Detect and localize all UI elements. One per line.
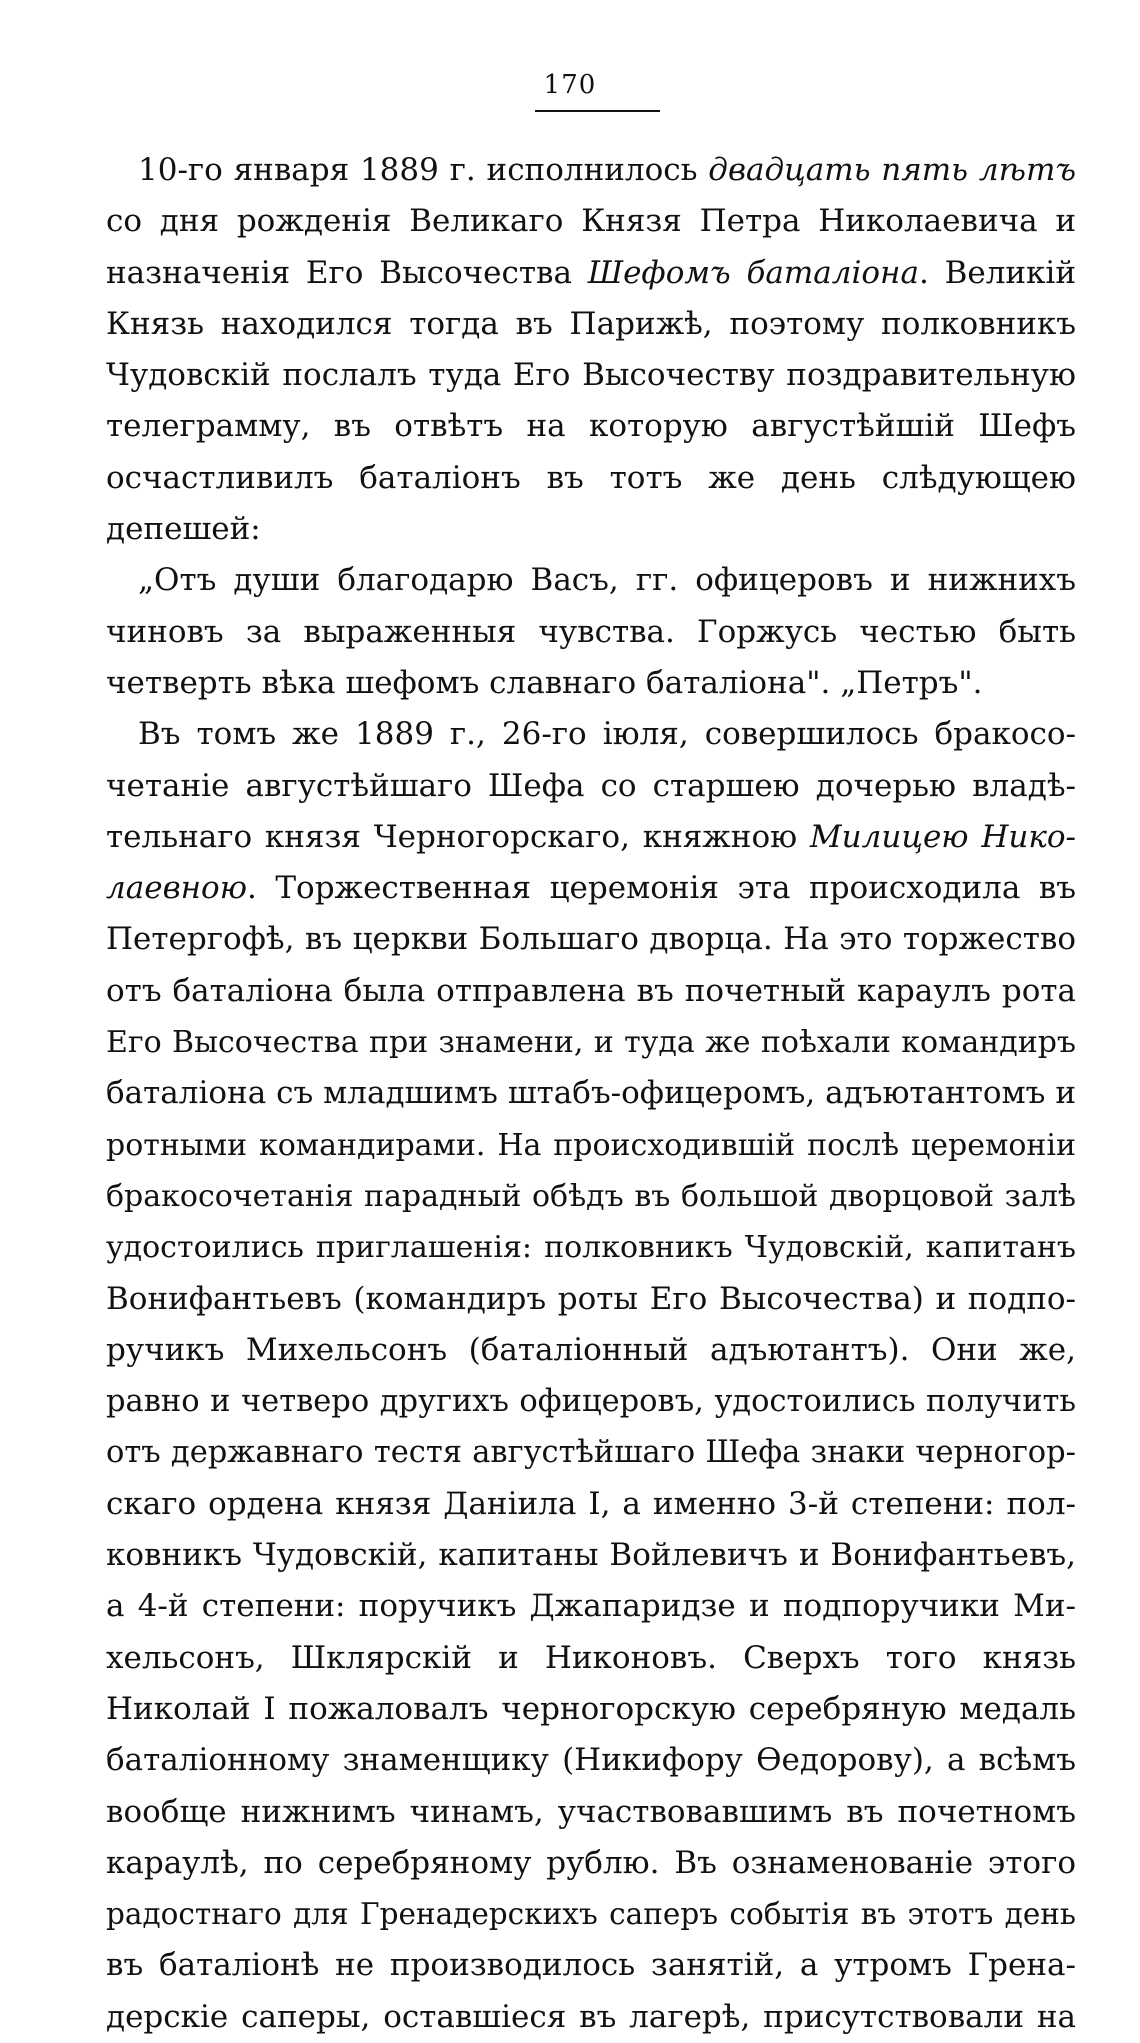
text-segment: ротными командирами. На происходившій послѣ церемоніи (106, 1127, 1076, 1163)
text-line (106, 1171, 1076, 1222)
text-line (106, 761, 1076, 812)
text-line (106, 1992, 1076, 2043)
text-segment: ковникъ Чудовскій, капитаны Войлевичъ и Вонифантьевъ, (106, 1537, 1076, 1574)
text-segment: чиновъ за выраженныя чувства. Горжусь честью быть (106, 613, 1076, 650)
text-segment: вообще нижнимъ чинамъ, участвовавшимъ въ почетномъ (106, 1793, 1076, 1830)
text-line (106, 145, 1076, 196)
text-line (106, 1120, 1076, 1171)
text-segment: Князь находился тогда въ Парижѣ, поэтому полковникъ (106, 305, 1076, 342)
text-segment: Въ томъ же 1889 г., 26-го іюля, совершилось бракосо- (138, 716, 1076, 753)
text-segment: четаніе августѣйшаго Шефа со старшею дочерью владѣ- (106, 767, 1076, 804)
italic-text: Милицею Нико- (809, 818, 1077, 855)
page-number: 170 (543, 70, 597, 100)
italic-text: Шефомъ баталіона (587, 254, 919, 291)
text-line (106, 1479, 1076, 1530)
text-segment: а 4-й степени: поручикъ Джапаридзе и подпоручики Ми- (106, 1588, 1076, 1625)
text-segment: бракосочетанія парадный обѣдъ въ большой дворцовой залѣ (106, 1178, 1076, 1214)
text-line (106, 1222, 1076, 1273)
page-number-rule (535, 110, 660, 112)
text-line (106, 401, 1076, 452)
text-segment: ручикъ Михельсонъ (баталіонный адъютантъ). Они же, (106, 1331, 1076, 1368)
text-segment: хельсонъ, Шклярскій и Никоновъ. Сверхъ того князь (106, 1639, 1076, 1676)
text-segment: скаго ордена князя Даніила I, а именно 3-й степени: пол- (106, 1485, 1076, 1522)
text-line (106, 504, 1076, 555)
text-line (106, 1838, 1076, 1889)
text-line (106, 658, 1076, 709)
text-segment: тельнаго князя Черногорскаго, княжною (106, 818, 810, 855)
text-segment: отъ баталіона была отправлена въ почетный караулъ рота (106, 972, 1076, 1009)
text-segment: Вонифантьевъ (командиръ роты Его Высочества) и подпо- (106, 1280, 1076, 1317)
text-line (106, 863, 1076, 914)
text-line (106, 1684, 1076, 1735)
text-segment: со дня рожденія Великаго Князя Петра Николаевича и (106, 203, 1076, 240)
text-line (106, 350, 1076, 401)
text-segment: удостоились приглашенія: полковникъ Чудовскій, капитанъ (106, 1230, 1076, 1266)
text-line (106, 1068, 1076, 1119)
text-line (106, 1530, 1076, 1581)
text-segment: баталіонному знаменщику (Никифору Ѳедорову), а всѣмъ (106, 1742, 1076, 1779)
text-segment: радостнаго для Гренадерскихъ саперъ событія въ этотъ день (106, 1897, 1076, 1932)
text-segment: Николай I пожаловалъ черногорскую серебряную медаль (106, 1690, 1076, 1727)
text-segment: караулѣ, по серебряному рублю. Въ ознаменованіе этого (106, 1844, 1076, 1881)
text-segment: . Великій (918, 254, 1076, 291)
text-segment: въ баталіонѣ не производилось занятій, а утромъ Грена- (106, 1947, 1076, 1984)
text-line (106, 1017, 1076, 1068)
text-line (106, 299, 1076, 350)
italic-text: двадцать пять лѣтъ (708, 152, 1076, 188)
text-line (106, 1889, 1076, 1940)
text-segment: назначенія Его Высочества (106, 254, 588, 291)
text-line (106, 812, 1076, 863)
body-text (106, 145, 1076, 2043)
text-line (106, 196, 1076, 247)
text-segment: . Торжественная церемонія эта происходила въ (246, 870, 1076, 907)
text-line (106, 1427, 1076, 1478)
text-segment: Чудовскій послалъ туда Его Высочеству поздравительную (106, 357, 1076, 394)
text-segment: равно и четверо другихъ офицеровъ, удостоились получить (106, 1384, 1076, 1420)
text-segment: осчастливилъ баталіонъ въ тотъ же день слѣдующею (106, 459, 1076, 496)
text-segment: баталіона съ младшимъ штабъ-офицеромъ, адъютантомъ и (106, 1075, 1076, 1112)
text-segment: „Отъ души благодарю Васъ, гг. офицеровъ и нижнихъ (138, 562, 1076, 599)
text-segment: четверть вѣка шефомъ славнаго баталіона". „Петръ". (106, 664, 983, 701)
text-line (106, 966, 1076, 1017)
text-line (106, 1274, 1076, 1325)
text-segment: отъ державнаго тестя августѣйшаго Шефа знаки черногор- (106, 1435, 1076, 1471)
text-segment: депешей: (106, 511, 261, 548)
text-line (106, 1581, 1076, 1632)
text-line (106, 1376, 1076, 1427)
text-line (106, 607, 1076, 658)
text-segment: телеграмму, въ отвѣтъ на которую августѣйшій Шефъ (106, 408, 1076, 445)
text-line (106, 555, 1076, 606)
text-segment: Петергофѣ, въ церкви Большаго дворца. На это торжество (106, 921, 1076, 958)
text-segment: Его Высочества при знамени, и туда же поѣхали командиръ (106, 1025, 1076, 1061)
text-line (106, 709, 1076, 760)
text-line (106, 1787, 1076, 1838)
text-line (106, 248, 1076, 299)
text-line (106, 1940, 1076, 1991)
text-line (106, 1735, 1076, 1786)
text-line (106, 1325, 1076, 1376)
text-line (106, 453, 1076, 504)
text-segment: дерскіе саперы, оставшіеся въ лагерѣ, присутствовали на (106, 1998, 1076, 2035)
text-segment: 10-го января 1889 г. исполнилось (138, 152, 709, 188)
text-line (106, 914, 1076, 965)
text-line (106, 1633, 1076, 1684)
italic-text: лаевною (106, 870, 247, 907)
